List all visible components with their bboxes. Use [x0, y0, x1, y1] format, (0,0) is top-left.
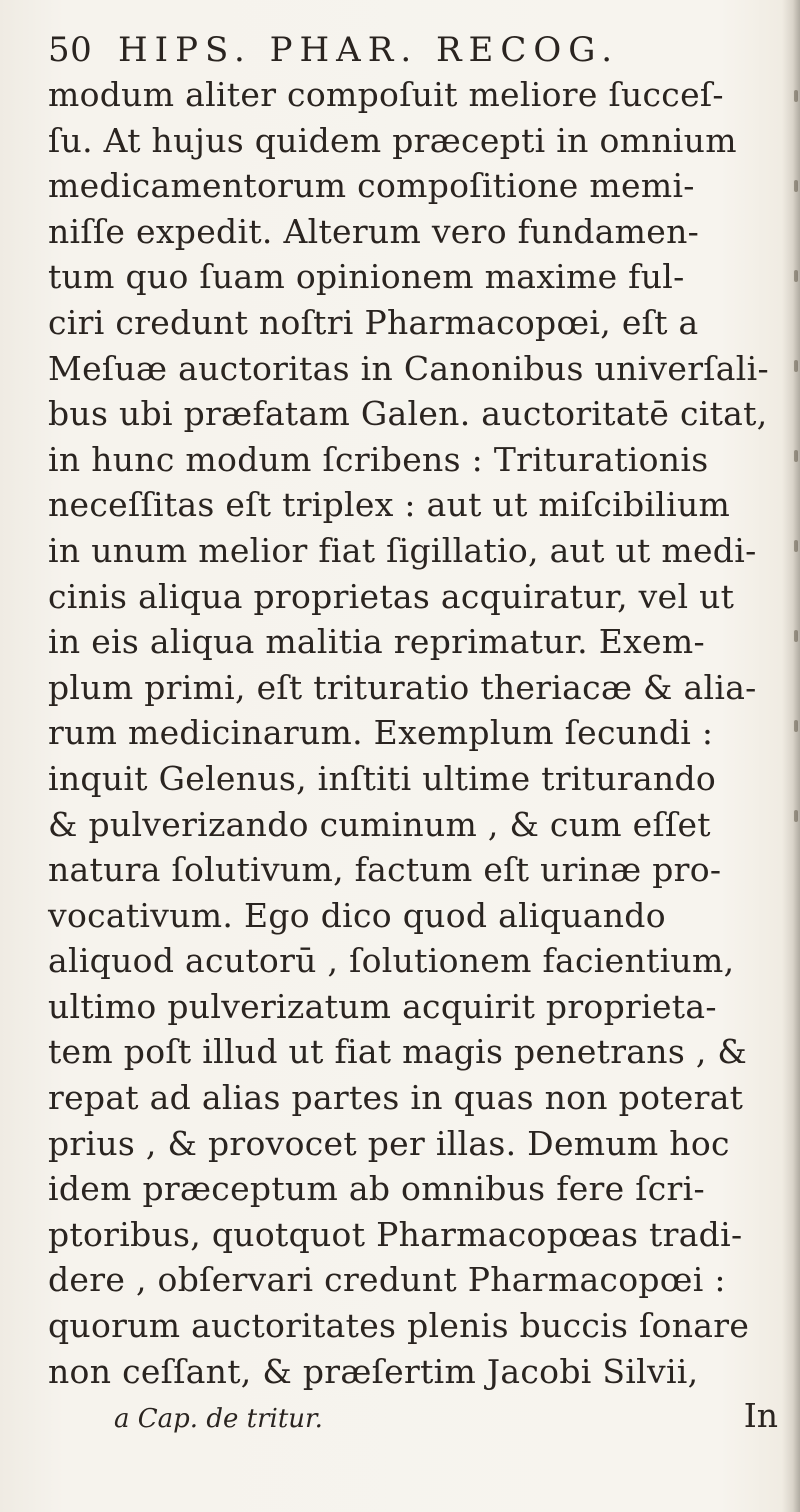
text-line: rum medicinarum. Exemplum ſecundi :	[48, 713, 714, 753]
text-line: ptoribus, quotquot Pharmacopœas tradi-	[48, 1214, 743, 1254]
catchword: In	[743, 1396, 778, 1436]
page-text-block	[48, 28, 790, 1450]
edge-mark	[794, 540, 798, 552]
text-line: & pulverizando cuminum , & cum eſſet	[48, 804, 711, 844]
text-line: vocativum. Ego dico quod aliquando	[48, 895, 666, 935]
edge-mark	[794, 810, 798, 822]
text-line: dere , obſervari credunt Pharmacopœi :	[48, 1260, 726, 1300]
edge-mark	[794, 90, 798, 102]
text-line: modum aliter compoſuit meliore ſucceſ-	[48, 75, 724, 114]
text-line: prius , & provocet per illas. Demum hoc	[48, 1123, 730, 1163]
text-line: neceſſitas eſt triplex : aut ut miſcibilium	[48, 485, 731, 525]
text-line: in unum melior fiat ſigillatio, aut ut medi-	[48, 530, 757, 570]
text-line: repat ad alias partes in quas non poterat	[48, 1078, 744, 1118]
text-line: bus ubi præfatam Galen. auctoritatē citat,	[48, 394, 768, 434]
text-line: ciri credunt noſtri Pharmacopœi, eſt a	[48, 302, 699, 342]
text-line: tem poſt illud ut fiat magis penetrans , &	[48, 1032, 748, 1072]
text-line: ſu. At hujus quidem præcepti in omnium	[48, 120, 737, 160]
running-head	[48, 28, 790, 72]
text-line: quorum auctoritates plenis buccis ſonare	[48, 1306, 750, 1346]
text-line: ultimo pulverizatum acquirit proprieta-	[48, 986, 717, 1026]
edge-mark	[794, 720, 798, 732]
text-line: niſſe expedit. Alterum vero fundamen-	[48, 211, 700, 251]
edge-mark	[794, 180, 798, 192]
text-line: Meſuæ auctoritas in Canonibus univerſali-	[48, 348, 769, 388]
edge-mark	[794, 360, 798, 372]
text-line: tum quo ſuam opinionem maxime ful-	[48, 257, 685, 297]
text-line: aliquod acutorū , ſolutionem facientium,	[48, 941, 735, 981]
text-line: idem præceptum ab omnibus fere ſcri-	[48, 1169, 705, 1209]
text-line: in hunc modum ſcribens : Triturationis	[48, 439, 709, 479]
text-line: inquit Gelenus, inſtiti ultime triturando	[48, 758, 717, 798]
marginal-footnote: a Cap. de tritur.	[114, 1404, 323, 1435]
text-line: non ceſſant, & præſertim Jacobi Silvii,	[48, 1351, 699, 1391]
footer-line	[48, 1396, 790, 1450]
page-number: 50	[48, 30, 93, 70]
text-line: cinis aliqua proprietas acquiratur, vel ut	[48, 576, 735, 616]
text-line: natura ſolutivum, factum eſt urinæ pro-	[48, 850, 722, 890]
edge-mark	[794, 630, 798, 642]
text-line: plum primi, eſt trituratio theriacæ & alia-	[48, 667, 757, 707]
edge-mark	[794, 270, 798, 282]
edge-mark	[794, 450, 798, 462]
running-head-title: HIPS. PHAR. RECOG.	[118, 30, 620, 70]
body-text	[48, 72, 790, 1394]
text-line: medicamentorum compoſitione memi-	[48, 166, 695, 206]
text-line: in eis aliqua malitia reprimatur. Exem-	[48, 622, 705, 662]
